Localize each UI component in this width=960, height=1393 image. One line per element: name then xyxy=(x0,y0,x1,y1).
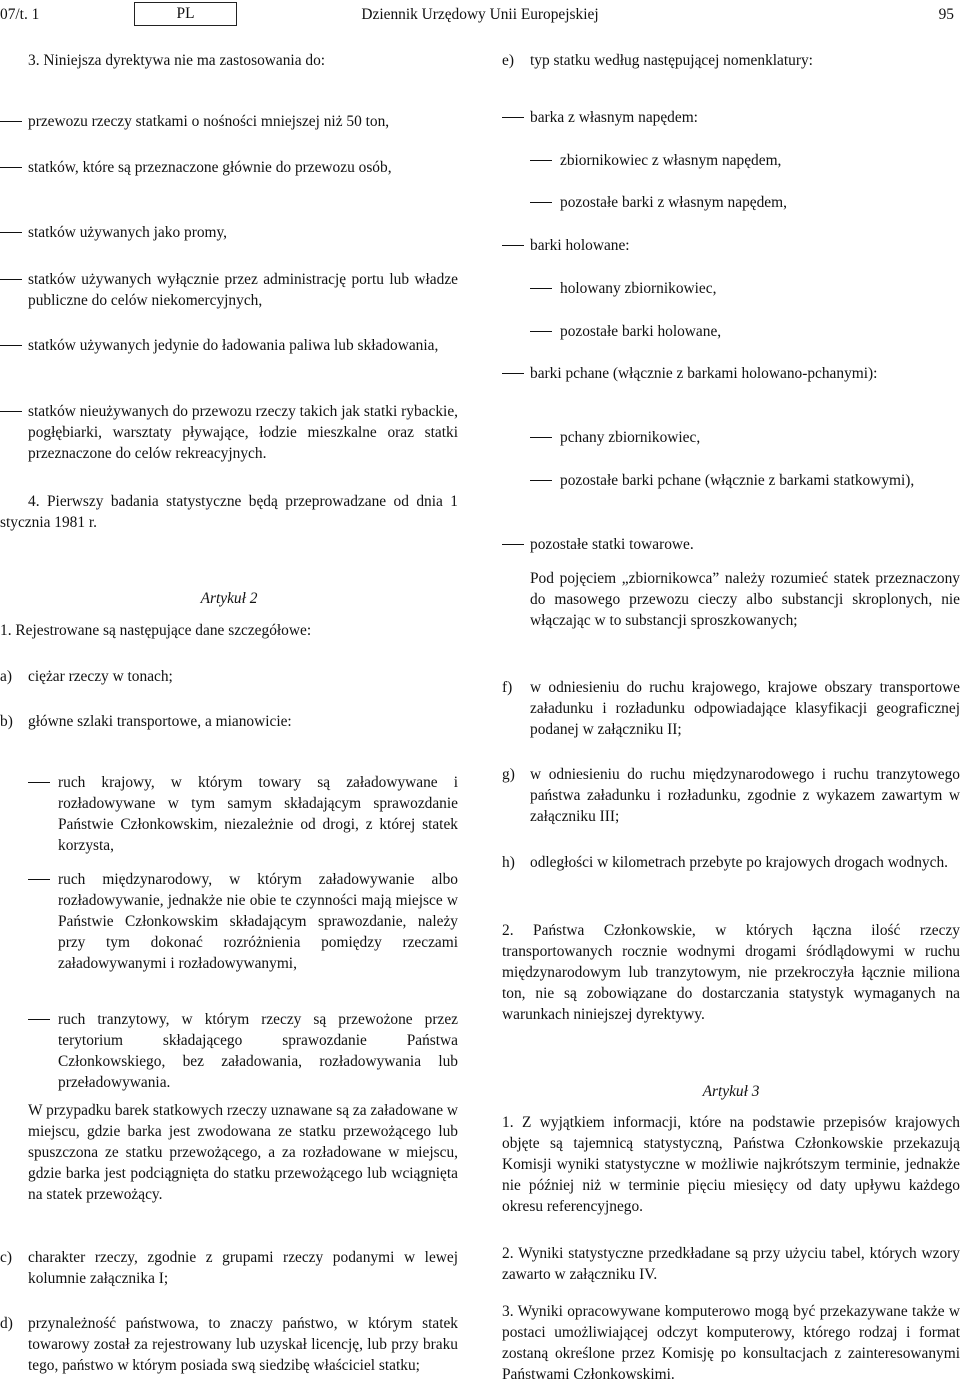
list-text: charakter rzeczy, zgodnie z grupami rzeczy podanymi w lewej kolumnie załącznika I; xyxy=(28,1249,458,1287)
article-3-paragraph-2: 2. Wyniki statystyczne przedkładane są przy użyciu tabel, których wzory zawarto w załączniku IV. xyxy=(502,1245,960,1283)
exclusion-item: statków, które są przeznaczone głównie do przewozu osób, xyxy=(0,157,458,178)
vessel-subtype-item: holowany zbiornikowiec, xyxy=(502,278,960,299)
paragraph-3: 3. Niniejsza dyrektywa nie ma zastosowania do: xyxy=(28,52,326,69)
list-item-e xyxy=(502,50,960,71)
list-label: f) xyxy=(502,679,513,696)
article-3-paragraph-3: 3. Wyniki opracowywane komputerowo mogą być przekazywane także w postaci umożliwiającej odczyt komputerowy, którego rodzaj i format zostaną określone przez Komisję po konsultacjach z zainteresowanymi Państwami Członkowskimi. xyxy=(502,1303,960,1383)
list-item-g xyxy=(502,764,960,827)
vessel-subtype-item: pozostałe barki pchane (włącznie z barkami statkowymi), xyxy=(502,470,960,491)
exclusion-item: statków używanych jako promy, xyxy=(0,222,458,243)
language-box: PL xyxy=(134,2,237,26)
vessel-type-item: barki pchane (włącznie z barkami holowano-pchanymi): xyxy=(502,363,960,384)
list-text: przynależność państwowa, to znaczy państwo, w którym statek towarowy został za rejestrowany lub uzyskał licencję, lub przy braku tego, państwo w którym posiada swą siedzibę właściciel statku; xyxy=(28,1315,458,1374)
vessel-type-item: pozostałe statki towarowe. xyxy=(502,534,960,555)
traffic-type-item: ruch krajowy, w którym towary są załadowywane i rozładowywane w tym samym składającym sprawozdanie Państwie Członkowskim, niezależnie od drogi, z której statek korzysta, xyxy=(0,772,458,856)
page-header xyxy=(0,0,960,30)
vessel-subtype-item: pozostałe barki z własnym napędem, xyxy=(502,192,960,213)
exclusion-item: statków używanych wyłącznie przez administrację portu lub władze publiczne do celów niekomercyjnych, xyxy=(0,269,458,311)
exclusion-item: statków nieużywanych do przewozu rzeczy takich jak statki rybackie, pogłębiarki, warsztaty pływające, łodzie mieszkalne oraz statki przeznaczone do celów rekreacyjnych. xyxy=(0,401,458,464)
list-text: typ statku według następującej nomenklatury: xyxy=(530,52,813,69)
article-3-heading: Artykuł 3 xyxy=(702,1083,760,1101)
vessel-type-item: barka z własnym napędem: xyxy=(502,107,960,128)
list-label: e) xyxy=(502,52,514,69)
barge-note: W przypadku barek statkowych rzeczy uznawane są za załadowane w miejscu, gdzie barka jest zwodowana ze statku przewożącego lub spuszczona ze statku przewożącego, a za rozładowane w miejscu, gdzie barka jest podciągnięta do statku przewożącego lub wciągnięta na statek przewożący. xyxy=(28,1102,459,1203)
list-label: h) xyxy=(502,854,515,871)
vessel-type-item: barki holowane: xyxy=(502,235,960,256)
list-item-f xyxy=(502,677,960,740)
list-label: b) xyxy=(0,713,13,730)
vessel-subtype-item: pchany zbiornikowiec, xyxy=(502,427,960,448)
exclusion-item: przewozu rzeczy statkami o nośności mniejszej niż 50 ton, xyxy=(0,111,458,132)
list-text: odległości w kilometrach przebyte po krajowych drogach wodnych. xyxy=(530,854,948,871)
list-text: główne szlaki transportowe, a mianowicie: xyxy=(28,713,292,730)
paragraph-4: 4. Pierwszy badania statystyczne będą przeprowadzane od dnia 1 stycznia 1981 r. xyxy=(0,493,458,531)
vessel-subtype-item: zbiornikowiec z własnym napędem, xyxy=(502,150,960,171)
traffic-type-item: ruch tranzytowy, w którym rzeczy są przewożone przez terytorium składającego sprawozdanie Państwa Członkowskiego, bez załadowania, rozładowywania lub przeładowywania. xyxy=(0,1009,458,1093)
article-2-heading: Artykuł 2 xyxy=(200,590,258,608)
list-item-b xyxy=(0,711,458,732)
exclusion-item: statków używanych jedynie do ładowania paliwa lub składowania, xyxy=(0,335,458,356)
list-item-c xyxy=(0,1247,458,1289)
list-text: ciężar rzeczy w tonach; xyxy=(28,668,173,685)
list-text: w odniesieniu do ruchu krajowego, krajowe obszary transportowe załadunku i rozładunku odpowiadające klasyfikacji geograficznej podanej w załączniku II; xyxy=(530,679,960,738)
article-3-paragraph-1: 1. Z wyjątkiem informacji, które na podstawie przepisów krajowych objęte są tajemnicą statystyczną, Państwa Członkowskie przekazują Komisji wyniki statystyczne w możliwie najkrótszym terminie, jednakże nie później niż w terminie pięciu miesięcy od daty upływu każdego okresu referencyjnego. xyxy=(502,1114,960,1215)
list-item-d xyxy=(0,1313,458,1376)
journal-title: Dziennik Urzędowy Unii Europejskiej xyxy=(361,6,599,23)
list-label: c) xyxy=(0,1249,12,1266)
article-2-paragraph-1: 1. Rejestrowane są następujące dane szczegółowe: xyxy=(0,622,312,639)
list-item-a xyxy=(0,666,458,687)
list-label: a) xyxy=(0,668,12,685)
list-label: d) xyxy=(0,1315,13,1332)
page-number: 95 xyxy=(938,6,954,23)
list-item-h xyxy=(502,852,960,873)
oj-reference: 07/t. 1 xyxy=(0,6,40,23)
traffic-type-item: ruch międzynarodowy, w którym załadowywanie albo rozładowywanie, jednakże nie obie te czynności mają miejsce w Państwie Członkowskim składającym sprawozdanie, należy przy tym dokonać rozróżnienia pomiędzy rzeczami załadowywanymi i rozładowywanymi, xyxy=(0,869,458,974)
tanker-definition: Pod pojęciem „zbiornikowca” należy rozumieć statek przeznaczony do masowego przewozu cieczy albo substancji skroplonych, nie włączając w to substancji sproszkowanych; xyxy=(530,570,960,629)
list-label: g) xyxy=(502,766,515,783)
list-text: w odniesieniu do ruchu międzynarodowego i ruchu tranzytowego państwa załadunku i rozładunku, zgodnie z wykazem zawartym w załączniku III; xyxy=(530,766,960,825)
vessel-subtype-item: pozostałe barki holowane, xyxy=(502,321,960,342)
article-2-paragraph-2: 2. Państwa Członkowskie, w których łączna ilość rzeczy transportowanych rocznie wodnymi drogami śródlądowymi w ruchu międzynarodowym lub tranzytowym, nie przekroczyła łącznie miliona ton, nie są zobowiązane do dostarczania statystyk wymaganych na warunkach niniejszej dyrektywy. xyxy=(502,922,960,1023)
